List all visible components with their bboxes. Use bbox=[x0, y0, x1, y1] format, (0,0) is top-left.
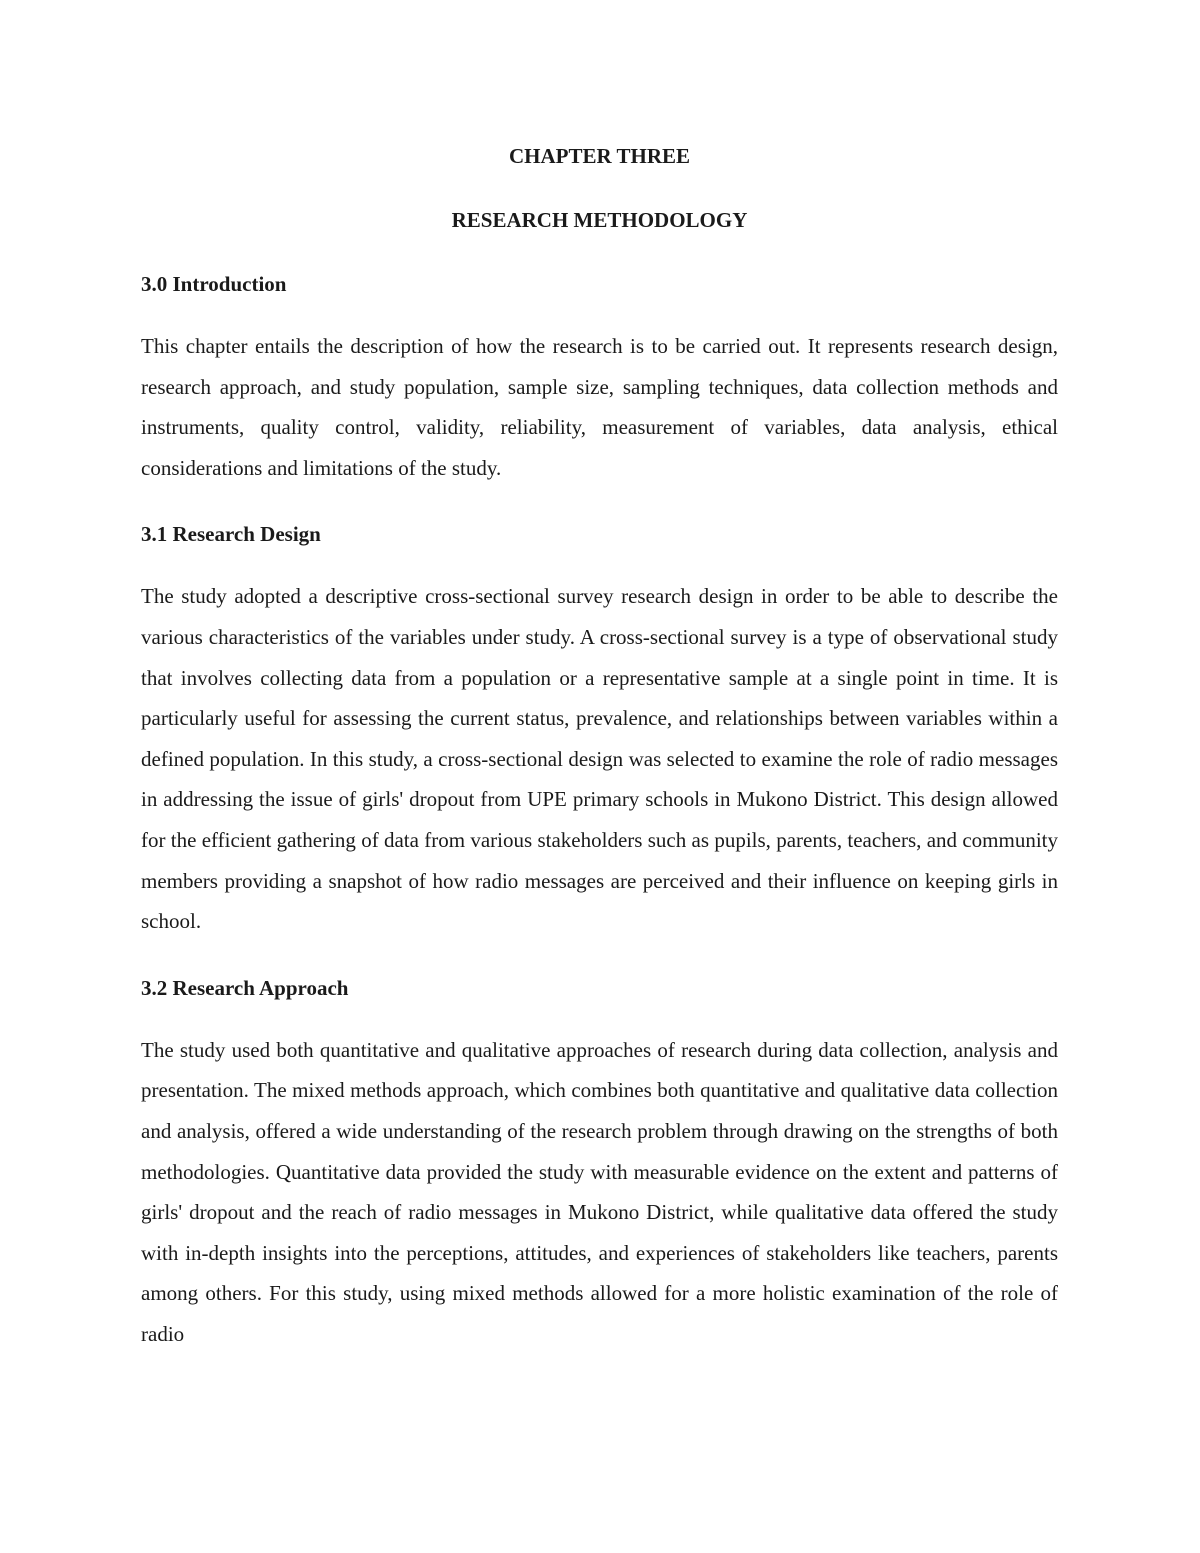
paragraph-introduction: This chapter entails the description of how the research is to be carried out. It represents research design, research approach, and study population, sample size, sampling techniques, data collection methods and instruments, quality control, validity, reliability, measurement of variables, data analysis, ethical considerations and limitations of the study. bbox=[141, 334, 1058, 480]
page-title: RESEARCH METHODOLOGY bbox=[451, 208, 748, 232]
section-heading-introduction: 3.0 Introduction bbox=[141, 272, 287, 296]
section-heading-research-approach: 3.2 Research Approach bbox=[141, 975, 349, 1000]
chapter-title: CHAPTER THREE bbox=[508, 144, 691, 168]
paragraph-research-approach: The study used both quantitative and qualitative approaches of research during data collection, analysis and presentation. The mixed methods approach, which combines both quantitative and qualitative data collection and analysis, offered a wide understanding of the research problem through drawing on the strengths of both methodologies. Quantitative data provided the study with measurable evidence on the extent and patterns of girls' dropout and the reach of radio messages in Mukono District, while qualitative data offered the study with in-depth insights into the perceptions, attitudes, and experiences of stakeholders like teachers, parents among others. For this study, using mixed methods allowed for a more holistic examination of the role of radio bbox=[141, 1037, 1058, 1346]
document-body bbox=[141, 138, 1058, 1354]
paragraph-research-design: The study adopted a descriptive cross-sectional survey research design in order to be able to describe the various characteristics of the variables under study. A cross-sectional survey is a type of observational study that involves collecting data from a population or a representative sample at a single point in time. It is particularly useful for assessing the current status, prevalence, and relationships between variables within a defined population. In this study, a cross-sectional design was selected to examine the role of radio messages in addressing the issue of girls' dropout from UPE primary schools in Mukono District. This design allowed for the efficient gathering of data from various stakeholders such as pupils, parents, teachers, and community members providing a snapshot of how radio messages are perceived and their influence on keeping girls in school. bbox=[141, 584, 1058, 934]
section-heading-research-design: 3.1 Research Design bbox=[141, 522, 321, 547]
